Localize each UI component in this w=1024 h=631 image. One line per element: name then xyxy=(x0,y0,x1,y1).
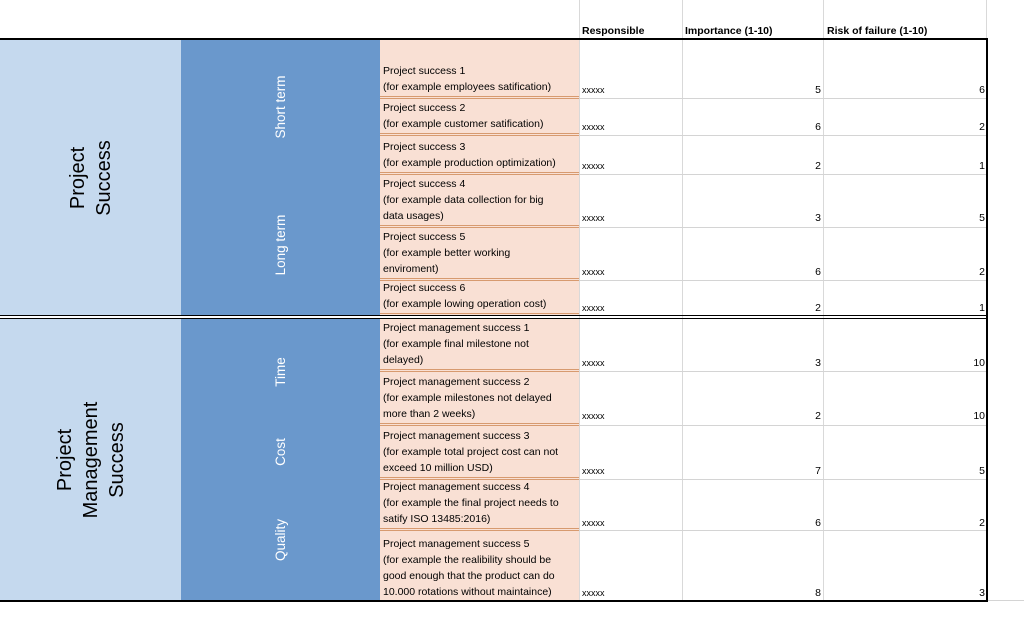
row-risk: 1 xyxy=(979,302,985,314)
row-description: Project success 4 (for example data collection for big data usages) xyxy=(380,175,579,228)
subgroup-label: Quality xyxy=(272,518,288,562)
row-responsible: xxxxx xyxy=(582,161,605,171)
row-description: Project management success 4 (for example the final project needs to satify ISO 13485:2016) xyxy=(380,480,579,531)
column-header-responsible: Responsible xyxy=(582,25,645,37)
row-description: Project success 1 (for example employees satification) xyxy=(380,39,579,99)
row-importance: 7 xyxy=(815,465,821,477)
subgroup-time xyxy=(181,318,380,425)
row-description: Project success 6 (for example lowing operation cost) xyxy=(380,281,579,316)
row-risk: 5 xyxy=(979,212,985,224)
subgroup-label: Long term xyxy=(272,214,288,276)
row-description: Project management success 5 (for example the realibility should be good enough that the product can do 10.000 rotations without maintaince) xyxy=(380,531,579,601)
group-separator xyxy=(0,318,988,319)
row-importance: 8 xyxy=(815,587,821,599)
row-description: Project management success 1 (for example final milestone not delayed) xyxy=(380,318,579,372)
table-border-right xyxy=(986,38,988,602)
group-title: Project Success xyxy=(66,139,115,216)
group-project-success xyxy=(0,39,181,316)
row-risk: 10 xyxy=(973,410,985,422)
subgroup-short-term xyxy=(181,39,380,174)
row-importance: 6 xyxy=(815,121,821,133)
row-importance: 6 xyxy=(815,266,821,278)
row-responsible: xxxxx xyxy=(582,267,605,277)
grid-line xyxy=(988,600,1024,601)
grid-line xyxy=(579,98,988,99)
row-risk: 3 xyxy=(979,587,985,599)
row-risk: 5 xyxy=(979,465,985,477)
row-description: Project success 5 (for example better working enviroment) xyxy=(380,228,579,281)
subgroup-long-term xyxy=(181,174,380,316)
table-border-bottom xyxy=(0,600,988,602)
subgroup-quality xyxy=(181,479,380,601)
row-responsible: xxxxx xyxy=(582,213,605,223)
row-risk: 2 xyxy=(979,266,985,278)
table-border-top xyxy=(0,38,988,40)
group-separator xyxy=(0,315,988,316)
grid-line xyxy=(579,0,580,600)
row-responsible: xxxxx xyxy=(582,85,605,95)
row-responsible: xxxxx xyxy=(582,122,605,132)
row-description: Project management success 2 (for example milestones not delayed more than 2 weeks) xyxy=(380,372,579,426)
grid-line xyxy=(579,174,988,175)
row-importance: 2 xyxy=(815,160,821,172)
row-risk: 2 xyxy=(979,121,985,133)
grid-line xyxy=(579,280,988,281)
subgroup-label: Short term xyxy=(272,74,288,139)
row-risk: 6 xyxy=(979,84,985,96)
row-risk: 10 xyxy=(973,357,985,369)
row-importance: 2 xyxy=(815,410,821,422)
row-responsible: xxxxx xyxy=(582,411,605,421)
grid-line xyxy=(579,371,988,372)
grid-line xyxy=(579,530,988,531)
row-description: Project management success 3 (for example total project cost can not exceed 10 million USD) xyxy=(380,426,579,480)
grid-line xyxy=(579,425,988,426)
row-importance: 6 xyxy=(815,517,821,529)
row-description: Project success 3 (for example production optimization) xyxy=(380,136,579,175)
row-risk: 1 xyxy=(979,160,985,172)
row-responsible: xxxxx xyxy=(582,303,605,313)
grid-line xyxy=(579,135,988,136)
grid-line xyxy=(579,227,988,228)
column-header-importance: Importance (1-10) xyxy=(685,25,773,37)
row-importance: 3 xyxy=(815,357,821,369)
row-risk: 2 xyxy=(979,517,985,529)
row-importance: 5 xyxy=(815,84,821,96)
subgroup-label: Time xyxy=(272,356,288,387)
subgroup-label: Cost xyxy=(272,438,288,466)
grid-line xyxy=(579,479,988,480)
row-responsible: xxxxx xyxy=(582,588,605,598)
group-title: Project Management Success xyxy=(53,401,128,518)
row-importance: 3 xyxy=(815,212,821,224)
row-importance: 2 xyxy=(815,302,821,314)
row-responsible: xxxxx xyxy=(582,358,605,368)
row-responsible: xxxxx xyxy=(582,466,605,476)
subgroup-cost xyxy=(181,425,380,479)
row-description: Project success 2 (for example customer satification) xyxy=(380,99,579,136)
group-project-management-success xyxy=(0,318,181,601)
column-header-risk: Risk of failure (1-10) xyxy=(827,25,928,37)
row-responsible: xxxxx xyxy=(582,518,605,528)
